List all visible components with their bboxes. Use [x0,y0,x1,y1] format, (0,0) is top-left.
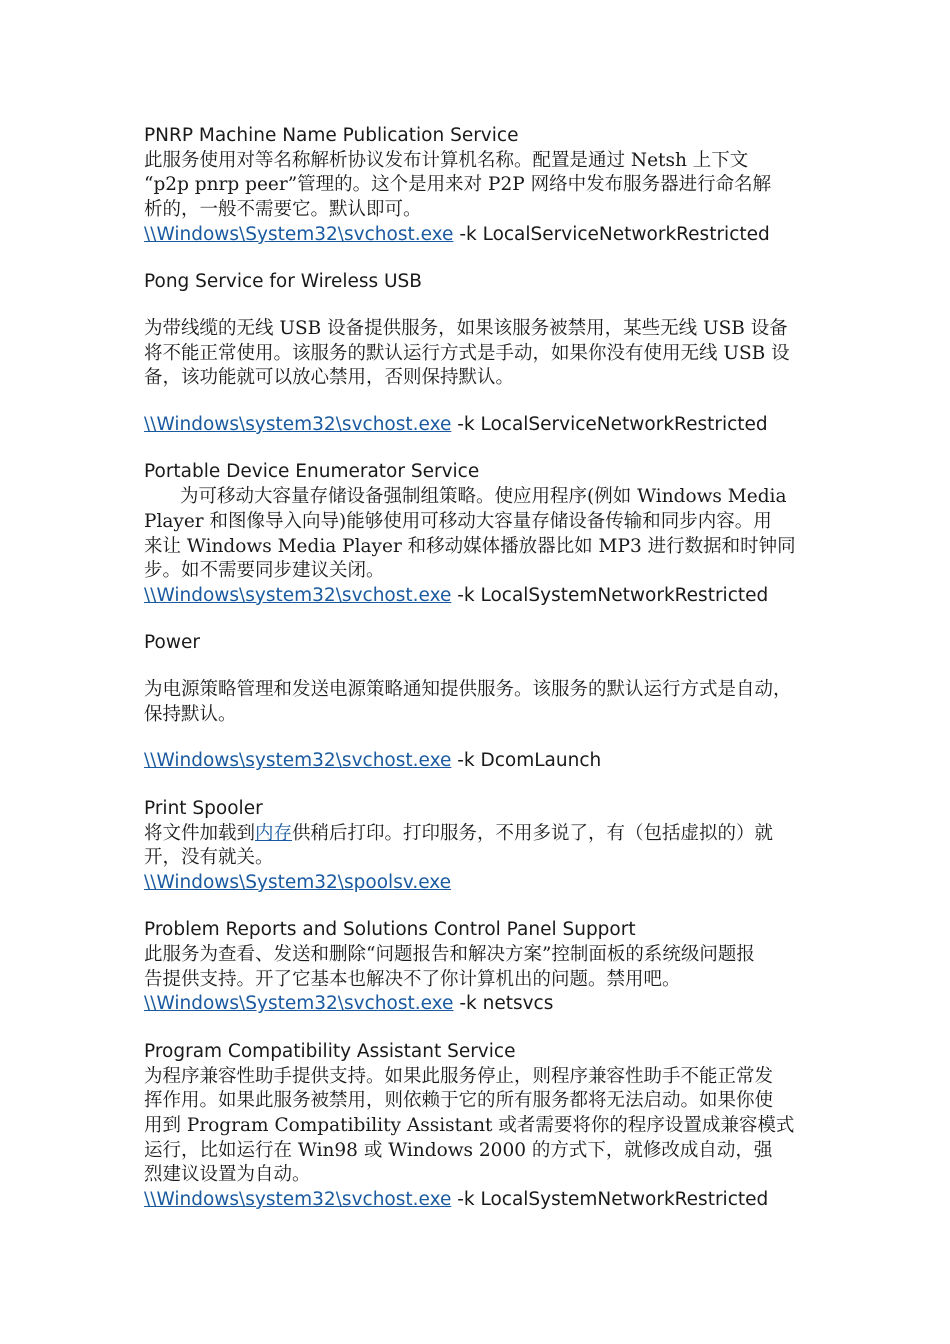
executable-path-link[interactable]: \\Windows\system32\svchost.exe [144,750,452,772]
service-description-line: 保持默认。 [144,703,237,725]
service-args: -k LocalSystemNetworkRestricted [451,584,769,606]
service-description-line: 告提供支持。开了它基本也解决不了你计算机出的问题。禁用吧。 [144,968,681,990]
service-path-line [144,413,812,438]
service-args: -k LocalServiceNetworkRestricted [453,223,770,245]
service-title: Pong Service for Wireless USB [144,271,422,293]
service-description-line: 备，该功能就可以放心禁用，否则保持默认。 [144,367,515,389]
service-path-line [144,584,812,609]
service-description-line: 挥作用。如果此服务被禁用，则依赖于它的所有服务都将无法启动。如果你使 [144,1090,774,1112]
service-title: Problem Reports and Solutions Control Panel Support [144,919,636,941]
service-title: PNRP Machine Name Publication Service [144,125,519,146]
service-path-line [144,871,812,896]
service-description-line [144,822,812,847]
service-description-line: “p2p pnrp peer”管理的。这个是用来对 P2P 网络中发布服务器进行命名解 [144,174,772,196]
service-description-line: 此服务为查看、发送和删除“问题报告和解决方案”控制面板的系统级问题报 [144,944,755,966]
service-description-line: 步。如不需要同步建议关闭。 [144,560,385,582]
service-path-line [144,223,812,248]
executable-path-link[interactable]: \\Windows\System32\spoolsv.exe [144,871,452,893]
service-description-line: 运行，比如运行在 Win98 或 Windows 2000 的方式下，就修改成自动，强 [144,1139,773,1161]
executable-path-link[interactable]: \\Windows\system32\svchost.exe [144,1189,452,1211]
service-description-line: 为程序兼容性助手提供支持。如果此服务停止，则程序兼容性助手不能正常发 [144,1065,774,1087]
service-description-line: 为电源策略管理和发送电源策略通知提供服务。该服务的默认运行方式是自动， [144,679,792,701]
service-args: -k LocalServiceNetworkRestricted [451,414,768,436]
document-page [144,124,812,1213]
service-description-line: 开，没有就关。 [144,847,274,869]
service-description-line: Player 和图像导入向导)能够使用可移动大容量存储设备传输和同步内容。用 [144,510,772,532]
service-description-line: 此服务使用对等名称解析协议发布计算机名称。配置是通过 Netsh 上下文 [144,149,749,171]
service-title: Program Compatibility Assistant Service [144,1040,516,1062]
executable-path-link[interactable]: \\Windows\system32\svchost.exe [144,584,452,606]
executable-path-link[interactable]: \\Windows\System32\svchost.exe [144,993,454,1015]
executable-path-link[interactable]: \\Windows\System32\svchost.exe [144,223,454,245]
service-description-line: 用到 Program Compatibility Assistant 或者需要将你的程序设置成兼容模式 [144,1114,795,1136]
description-text: 将文件加载到 [144,822,256,844]
service-description-line: 将不能正常使用。该服务的默认运行方式是手动，如果你没有使用无线 USB 设 [144,342,790,364]
service-description-line: 为带线缆的无线 USB 设备提供服务，如果该服务被禁用，某些无线 USB 设备 [144,317,788,339]
service-description-line: 来让 Windows Media Player 和移动媒体播放器比如 MP3 进行数据和时钟同 [144,535,796,557]
service-args: -k netsvcs [453,993,554,1015]
memory-link[interactable]: 内存 [255,822,293,844]
service-title: Print Spooler [144,797,263,819]
service-description-line: 烈建议设置为自动。 [144,1164,311,1186]
service-description-line: 为可移动大容量存储设备强制组策略。使应用程序(例如 Windows Media [180,486,787,508]
description-text: 供稍后打印。打印服务，不用多说了，有（包括虚拟的）就 [292,822,774,844]
service-title: Power [144,632,200,654]
service-description-line: 析的，一般不需要它。默认即可。 [144,199,422,221]
service-title: Portable Device Enumerator Service [144,461,480,483]
service-args: -k DcomLaunch [451,750,602,772]
service-path-line [144,1188,812,1213]
service-path-line [144,749,812,774]
service-path-line [144,992,812,1017]
service-args: -k LocalSystemNetworkRestricted [451,1189,769,1211]
executable-path-link[interactable]: \\Windows\system32\svchost.exe [144,414,452,436]
